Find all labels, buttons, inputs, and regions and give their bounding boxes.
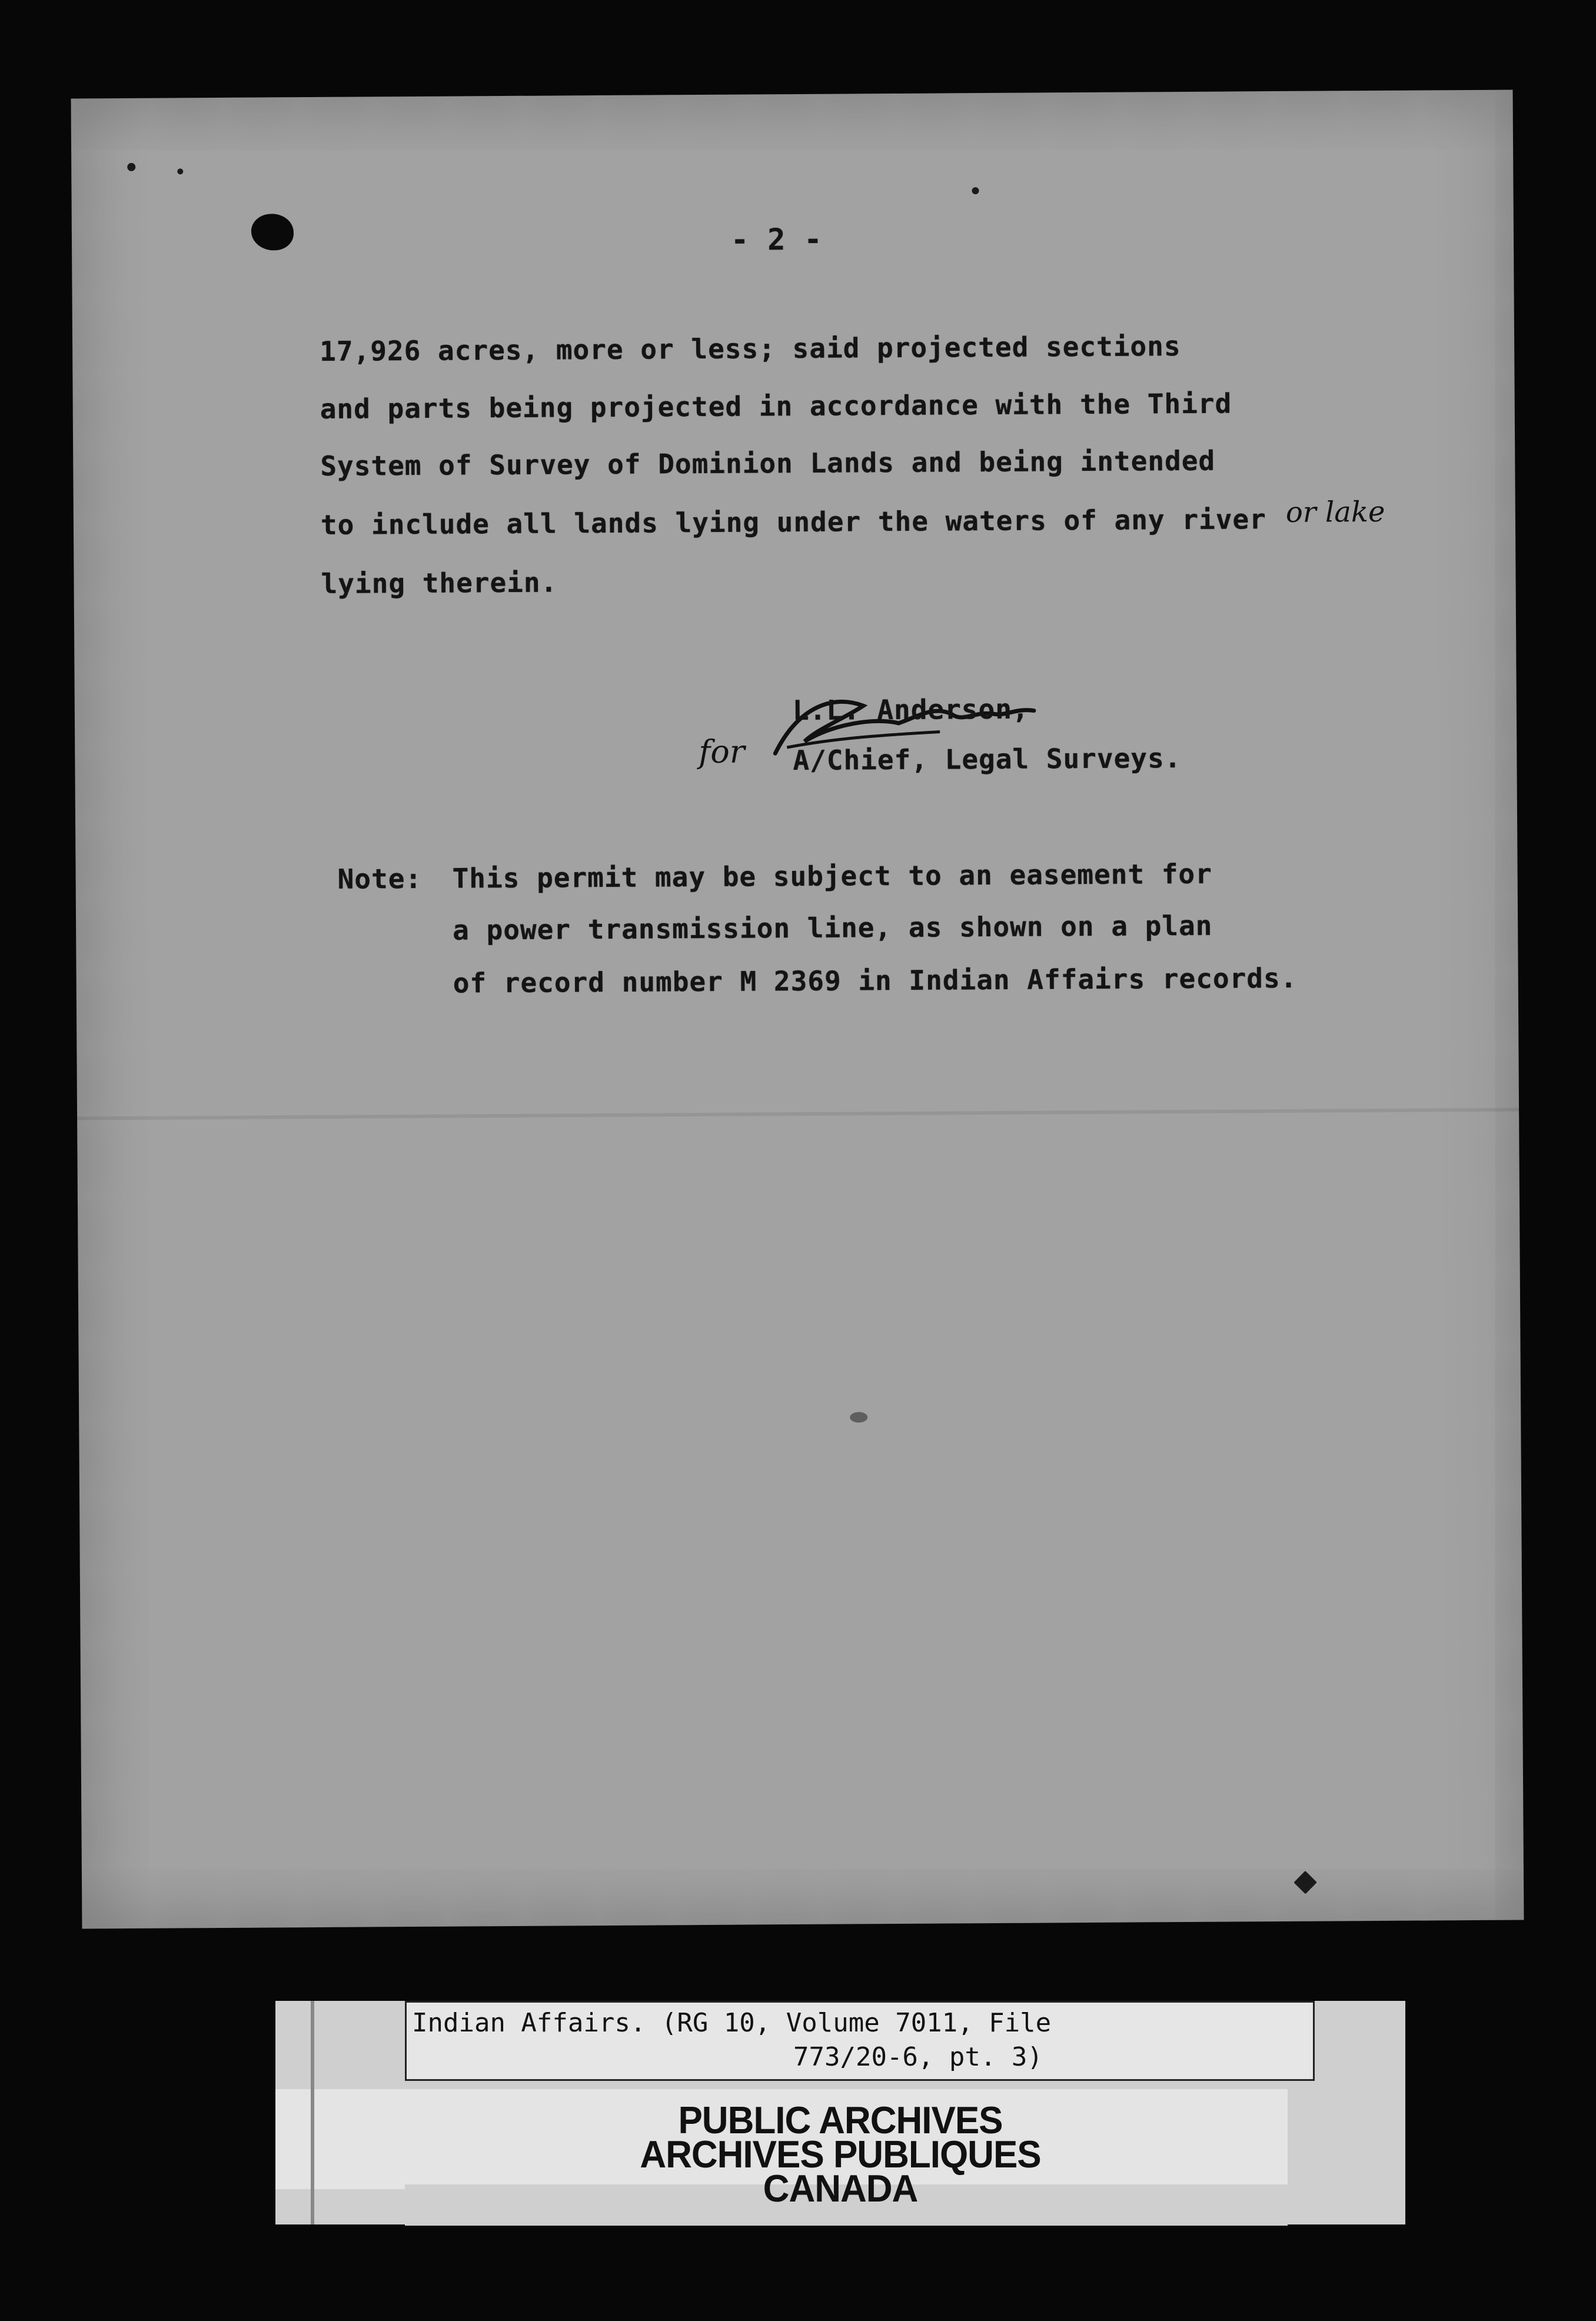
speck	[177, 168, 183, 174]
speck	[850, 1412, 867, 1422]
speck	[972, 187, 979, 194]
archive-stamp-line-1: PUBLIC ARCHIVES	[678, 2099, 1003, 2142]
page-fold-line	[77, 1108, 1519, 1120]
document-page	[71, 90, 1524, 1929]
signature-prefix: for	[699, 733, 745, 771]
signatory-title: A/Chief, Legal Surveys.	[793, 742, 1182, 777]
reference-line-2: 773/20-6, pt. 3)	[793, 2042, 1043, 2072]
note-label: Note:	[337, 862, 423, 895]
archive-stamp-line-2: ARCHIVES PUBLIQUES	[640, 2133, 1041, 2176]
reference-line-1: Indian Affairs. (RG 10, Volume 7011, File	[412, 2008, 1052, 2038]
note-line-2: a power transmission line, as shown on a plan	[453, 909, 1213, 946]
label-edge	[311, 2001, 314, 2224]
speck	[127, 163, 135, 171]
body-line-3: System of Survey of Dominion Lands and being intended	[320, 444, 1216, 482]
note-line-3: of record number M 2369 in Indian Affairs records.	[453, 962, 1298, 999]
page-number: - 2 -	[730, 222, 823, 257]
body-line-4: to include all lands lying under the waters of any river	[320, 503, 1266, 541]
speck	[1294, 1871, 1317, 1894]
note-line-1: This permit may be subject to an easement for	[452, 857, 1213, 895]
archive-stamp-line-3: CANADA	[763, 2167, 918, 2210]
body-line-5: lying therein.	[321, 566, 558, 600]
punch-hole	[251, 214, 294, 250]
signatory-name: L.L. Anderson,	[792, 693, 1029, 727]
archive-label-card	[275, 2001, 1405, 2224]
body-line-2: and parts being projected in accordance with the Third	[320, 387, 1232, 425]
handwritten-insert: or lake	[1285, 495, 1385, 529]
body-line-1: 17,926 acres, more or less; said projected sections	[319, 330, 1181, 367]
